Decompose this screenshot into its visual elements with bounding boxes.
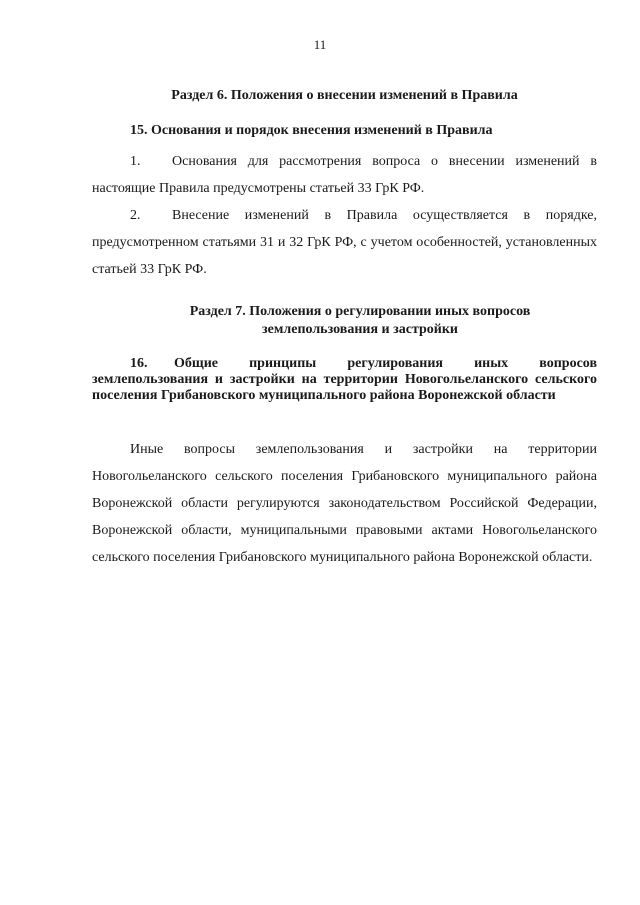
section-7-heading — [120, 303, 600, 339]
section-7-heading-line-2: землепользования и застройки — [262, 322, 458, 337]
subheading-16-number: 16. — [130, 356, 148, 371]
paragraph-item-2 — [92, 202, 597, 283]
item-2-number: 2. — [130, 208, 141, 223]
paragraph-item-1 — [92, 148, 597, 202]
subheading-16 — [92, 356, 597, 404]
item-1-number: 1. — [130, 154, 141, 169]
section-7-heading-line-1: Раздел 7. Положения о регулировании иных вопросов — [189, 304, 531, 319]
section-7-body: Иные вопросы землепользования и застройки на территории Новогольеланского сельского поселения Грибановского муниципального района Воронежской области регулируются законодательством Российской Федерации, Воронежской области, муниципальными правовыми актами Новогольеланского сельского поселения Грибановского муниципального района Воронежской области. — [92, 442, 597, 565]
subheading-15: 15. Основания и порядок внесения изменений в Правила — [130, 123, 493, 138]
item-1-text: Основания для рассмотрения вопроса о внесении изменений в настоящие Правила предусмотрены статьей 33 ГрК РФ. — [92, 154, 597, 196]
item-2-text: Внесение изменений в Правила осуществляется в порядке, предусмотренном статьями 31 и 32 ГрК РФ, с учетом особенностей, установленных статьей 33 ГрК РФ. — [92, 208, 597, 277]
subheading-16-text: Общие принципы регулирования иных вопросов землепользования и застройки на территории Новогольеланского сельского поселения Грибановского муниципального района Воронежской области — [92, 356, 597, 403]
section-6-heading: Раздел 6. Положения о внесении изменений в Правила — [171, 88, 518, 103]
page-number: 11 — [313, 37, 327, 52]
